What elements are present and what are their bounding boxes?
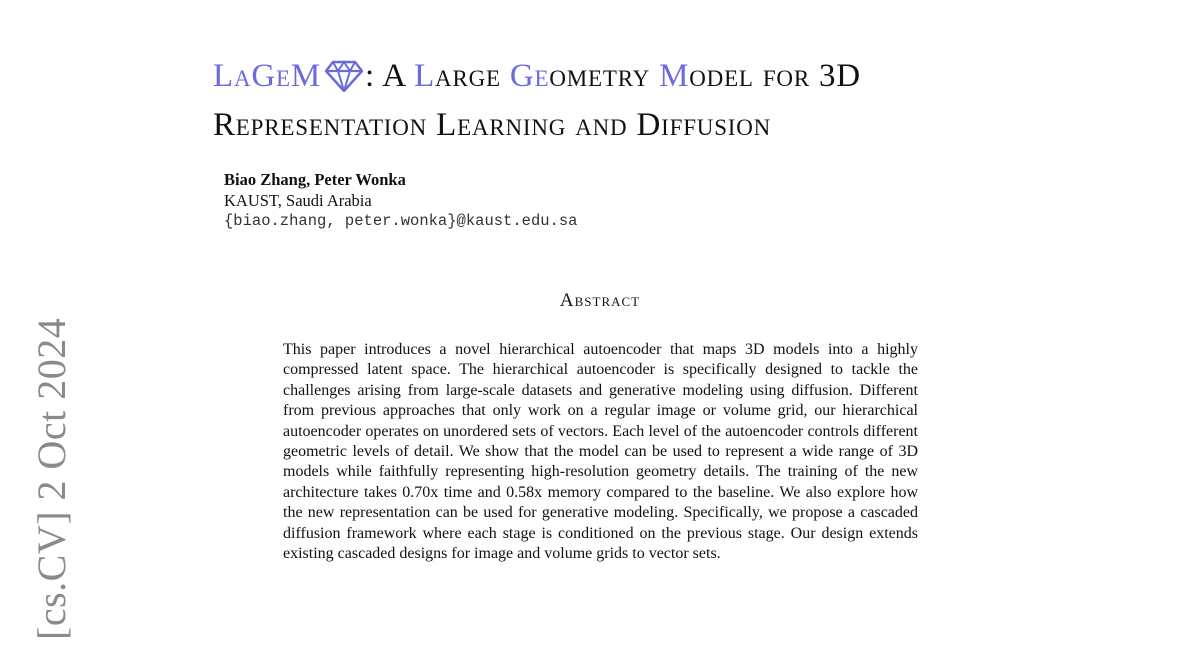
author-email: {biao.zhang, peter.wonka}@kaust.edu.sa [224, 212, 578, 230]
title-line-2: Representation Learning and Diffusion [213, 107, 772, 143]
author-names: Biao Zhang, Peter Wonka [224, 170, 406, 189]
title-odel-rest: odel for 3D [689, 58, 861, 94]
abstract-heading: Abstract [559, 290, 641, 311]
title-accent-ge: Ge [509, 58, 550, 94]
title-lagem: LaGeM [213, 58, 321, 94]
title-accent-m: M [659, 58, 690, 94]
paper-title [213, 55, 1113, 147]
author-affiliation: KAUST, Saudi Arabia [224, 191, 372, 210]
title-colon: : A [365, 58, 415, 94]
abstract-body: This paper introduces a novel hierarchical autoencoder that maps 3D models into a highly compressed latent space. The hierarchical autoencoder is specifically designed to tackle the challenges arising from large-scale datasets and generative modeling using diffusion. Different from previous approaches that only work on a regular image or volume grid, our hierarchical autoencoder operates on unordered sets of vectors. Each level of the autoencoder controls different geometric levels of detail. We show that the model can be used to represent a wide range of 3D models while faithfully representing high-resolution geometry details. The training of the new architecture takes 0.70x time and 0.58x memory compared to the baseline. We also explore how the new representation can be used for generative modeling. Specifically, we propose a cascaded diffusion framework where each stage is conditioned on the previous stage. Our design extends existing cascaded designs for image and volume grids to vector sets. [283, 341, 918, 563]
title-arge: arge [435, 58, 510, 94]
title-accent-l: L [414, 58, 436, 94]
author-block [224, 169, 577, 232]
title-ometry: ometry [549, 58, 660, 94]
gem-icon [325, 60, 363, 104]
arxiv-identifier: [cs.CV] 2 Oct 2024 [29, 317, 74, 640]
